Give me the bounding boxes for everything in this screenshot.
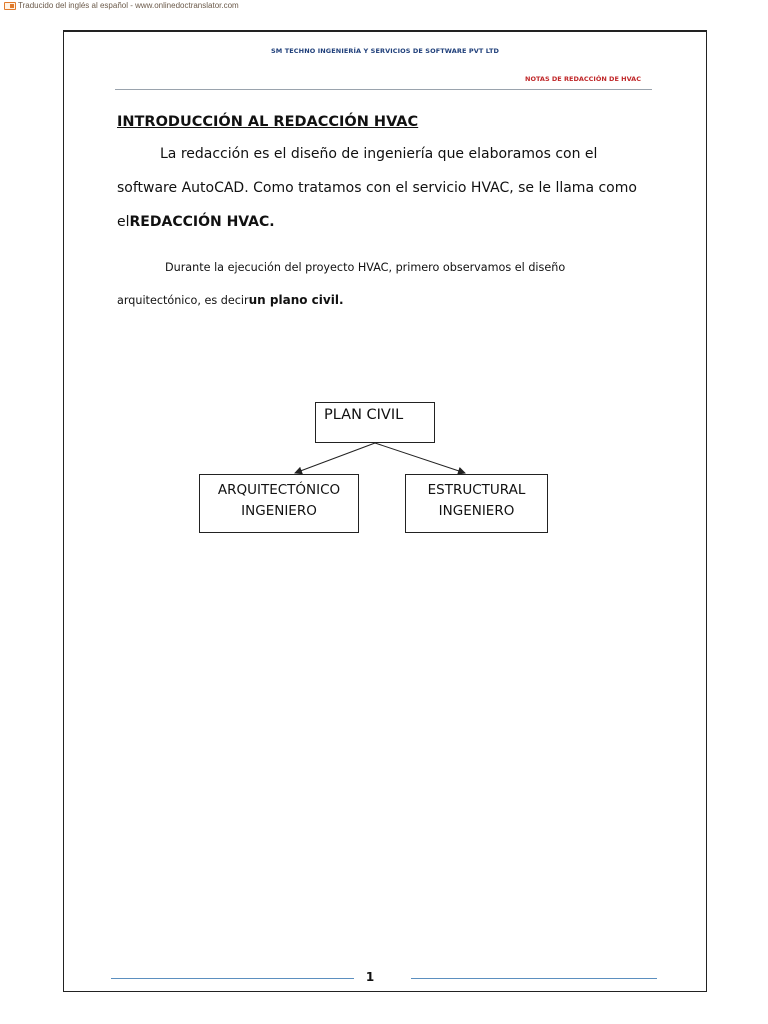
document-translate-icon xyxy=(4,2,16,10)
diagram-node-arquitectonico-line-1: ARQUITECTÓNICO xyxy=(217,482,341,498)
footer-rule-left xyxy=(111,978,354,979)
diagram-node-estructural-line-2: INGENIERO xyxy=(438,503,515,519)
paragraph-intro-line-1: La redacción es el diseño de ingeniería que elaboramos con el xyxy=(160,146,598,162)
paragraph-intro-emphasis: REDACCIÓN HVAC. xyxy=(129,214,275,230)
footer-rule-right xyxy=(411,978,657,979)
section-title: INTRODUCCIÓN AL REDACCIÓN HVAC xyxy=(117,114,419,130)
diagram-node-arquitectonico xyxy=(199,474,359,533)
diagram-node-plan-civil xyxy=(315,402,435,443)
paragraph-project-line-2 xyxy=(117,293,344,307)
diagram-node-estructural xyxy=(405,474,548,533)
paragraph-intro-line-3 xyxy=(117,214,275,230)
translator-banner[interactable] xyxy=(4,0,239,11)
page-border xyxy=(63,30,707,992)
page-number: 1 xyxy=(365,970,375,984)
diagram-node-estructural-line-1: ESTRUCTURAL xyxy=(427,482,526,498)
paragraph-project-emphasis: un plano civil. xyxy=(248,293,344,307)
diagram-node-arquitectonico-line-2: INGENIERO xyxy=(241,503,317,519)
header-notes-label: NOTAS DE REDACCIÓN DE HVAC xyxy=(525,75,641,83)
header-company: SM TECHNO INGENIERÍA Y SERVICIOS DE SOFTWARE PVT LTD xyxy=(271,47,499,55)
translator-banner-text[interactable]: Traducido del inglés al español - www.onlinedoctranslator.com xyxy=(18,1,239,10)
paragraph-intro-line-2: software AutoCAD. Como tratamos con el servicio HVAC, se le llama como xyxy=(117,180,637,196)
paragraph-project-line-2-prefix: arquitectónico, es decir xyxy=(117,294,249,307)
diagram-node-plan-civil-label: PLAN CIVIL xyxy=(324,407,404,423)
paragraph-project-line-1: Durante la ejecución del proyecto HVAC, primero observamos el diseño xyxy=(165,261,566,274)
header-divider xyxy=(115,89,652,90)
paragraph-intro-line-3-prefix: el xyxy=(117,214,130,230)
